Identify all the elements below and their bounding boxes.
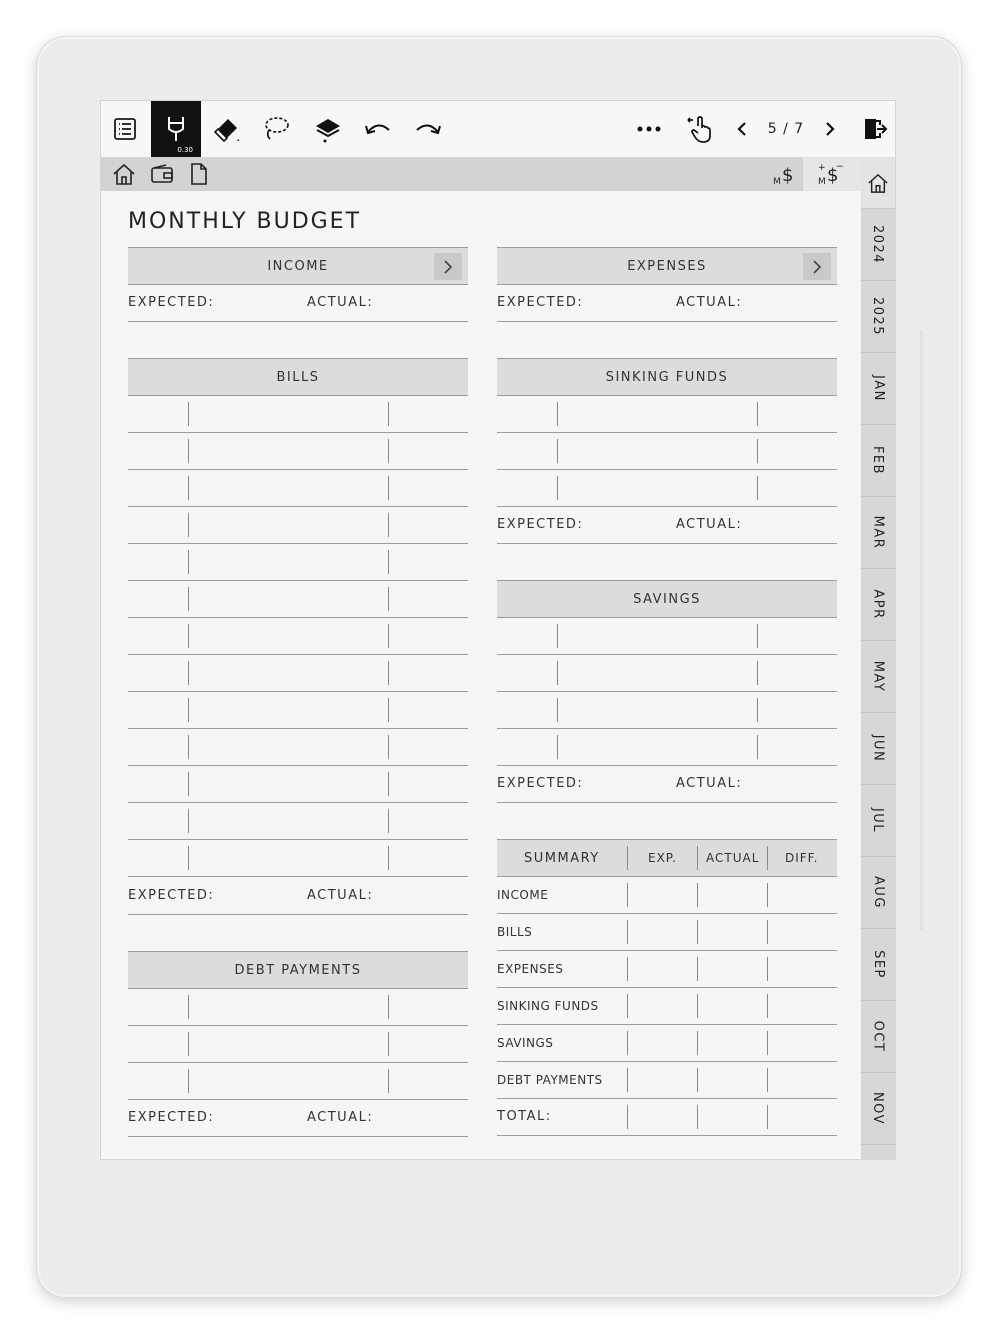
column-divider [188, 772, 189, 796]
column-divider [757, 698, 758, 722]
money-minus-label: − [836, 162, 844, 172]
tab-label: NOV [870, 1091, 886, 1126]
column-divider [697, 1105, 698, 1129]
expected-label: EXPECTED: [128, 888, 215, 903]
column-divider [627, 1105, 628, 1129]
savings-header [497, 580, 837, 618]
summary-row-label: BILLS [497, 925, 533, 939]
column-divider [388, 513, 389, 537]
top-toolbar [101, 101, 896, 157]
tab-apr[interactable] [861, 569, 895, 641]
summary-row-label: SINKING FUNDS [497, 999, 599, 1013]
bills-label: BILLS [276, 369, 320, 385]
tab-nov[interactable] [861, 1073, 895, 1145]
bills-row[interactable] [128, 433, 468, 470]
undo-icon[interactable] [353, 101, 403, 157]
sinking-fund-row[interactable] [497, 433, 837, 470]
savings-row[interactable] [497, 729, 837, 766]
column-divider [188, 995, 189, 1019]
menu-list-icon[interactable] [101, 101, 149, 157]
summary-row-label: SAVINGS [497, 1036, 554, 1050]
tab-label: OCT [870, 1020, 886, 1053]
column-divider [557, 476, 558, 500]
column-divider [627, 883, 628, 907]
column-divider [767, 994, 768, 1018]
expenses-header [497, 247, 837, 285]
summary-row[interactable] [497, 951, 837, 988]
sinking-fund-row[interactable] [497, 470, 837, 507]
summary-row-label: INCOME [497, 888, 549, 902]
income-expected-row[interactable] [128, 285, 468, 322]
column-divider [388, 587, 389, 611]
column-divider [188, 513, 189, 537]
tab-jun[interactable] [861, 713, 895, 785]
column-divider [188, 402, 189, 426]
expected-label: EXPECTED: [497, 295, 584, 310]
column-divider [757, 439, 758, 463]
tab-label: JUL [870, 807, 886, 834]
lasso-icon[interactable] [251, 101, 301, 157]
bills-row[interactable] [128, 766, 468, 803]
savings-row[interactable] [497, 655, 837, 692]
summary-col-diff: DIFF. [785, 851, 819, 865]
column-divider [388, 846, 389, 870]
column-divider [388, 439, 389, 463]
column-divider [557, 402, 558, 426]
device-edge-line [920, 330, 923, 930]
column-divider [188, 846, 189, 870]
bills-expected-row[interactable] [128, 878, 468, 915]
summary-divider [697, 846, 698, 870]
column-divider [388, 735, 389, 759]
pen-icon[interactable] [151, 101, 201, 157]
summary-row-label: TOTAL: [497, 1109, 552, 1124]
column-divider [627, 994, 628, 1018]
summary-divider [767, 846, 768, 870]
chevron-right-icon [812, 259, 822, 275]
debt-payment-row[interactable] [128, 1063, 468, 1100]
column-divider [388, 1069, 389, 1093]
column-divider [627, 1068, 628, 1092]
more-icon[interactable] [629, 101, 669, 157]
monthly-dollar-icon[interactable] [767, 157, 803, 191]
layers-icon[interactable] [303, 101, 353, 157]
column-divider [557, 698, 558, 722]
actual-label: ACTUAL: [307, 888, 374, 903]
column-divider [757, 661, 758, 685]
column-divider [188, 587, 189, 611]
column-divider [697, 920, 698, 944]
money-m-label: M [773, 177, 781, 187]
tab-label: APR [870, 589, 886, 620]
tab-label: 2024 [870, 224, 886, 265]
savings-expected-row[interactable] [497, 766, 837, 803]
tab-home[interactable] [861, 157, 895, 209]
summary-row-label: EXPENSES [497, 962, 564, 976]
column-divider [388, 402, 389, 426]
expected-label: EXPECTED: [128, 295, 215, 310]
summary-row-label: DEBT PAYMENTS [497, 1073, 603, 1087]
tab-label: 2025 [870, 296, 886, 337]
bills-row[interactable] [128, 470, 468, 507]
column-divider [767, 920, 768, 944]
month-tabs [861, 209, 895, 1160]
tab-label: MAY [870, 660, 886, 693]
summary-row[interactable] [497, 1062, 837, 1099]
bills-row[interactable] [128, 803, 468, 840]
home-icon[interactable] [109, 157, 139, 191]
sinking-funds-header [497, 358, 837, 396]
actual-label: ACTUAL: [676, 776, 743, 791]
column-divider [188, 809, 189, 833]
column-divider [627, 1031, 628, 1055]
sinking-expected-row[interactable] [497, 507, 837, 544]
tab-aug[interactable] [861, 857, 895, 929]
column-divider [388, 661, 389, 685]
income-label: INCOME [267, 258, 329, 274]
summary-row[interactable] [497, 988, 837, 1025]
page-indicator: 5 / 7 [767, 121, 805, 137]
column-divider [767, 883, 768, 907]
pen-size-label: 0.30 [177, 146, 193, 154]
bills-row[interactable] [128, 396, 468, 433]
column-divider [557, 624, 558, 648]
column-divider [388, 809, 389, 833]
bills-header [128, 358, 468, 396]
sinking-funds-label: SINKING FUNDS [605, 369, 729, 385]
money-dollar-label: $ [782, 165, 794, 186]
column-divider [188, 476, 189, 500]
tab-label: AUG [870, 876, 886, 909]
column-divider [188, 624, 189, 648]
column-divider [388, 550, 389, 574]
summary-divider [627, 846, 628, 870]
column-divider [188, 735, 189, 759]
tab-feb[interactable] [861, 425, 895, 497]
column-divider [757, 735, 758, 759]
summary-col-exp: EXP. [648, 851, 677, 865]
home-tab-icon [867, 173, 889, 193]
tab-label: JAN [870, 375, 886, 402]
summary-header [497, 839, 837, 877]
monthly-plus-minus-dollar-icon[interactable] [803, 157, 861, 191]
column-divider [697, 994, 698, 1018]
column-divider [697, 1031, 698, 1055]
column-divider [757, 624, 758, 648]
column-divider [627, 957, 628, 981]
actual-label: ACTUAL: [307, 295, 374, 310]
income-arrow-button[interactable] [434, 253, 462, 280]
column-divider [697, 957, 698, 981]
actual-label: ACTUAL: [307, 1110, 374, 1125]
expected-label: EXPECTED: [497, 776, 584, 791]
tab-label: MAR [870, 515, 886, 550]
tab-2025[interactable] [861, 281, 895, 353]
debt-payment-row[interactable] [128, 1026, 468, 1063]
column-divider [767, 1068, 768, 1092]
column-divider [557, 735, 558, 759]
column-divider [767, 957, 768, 981]
column-divider [697, 883, 698, 907]
redo-icon[interactable] [403, 101, 453, 157]
summary-row[interactable] [497, 1099, 837, 1136]
column-divider [767, 1031, 768, 1055]
column-divider [388, 1032, 389, 1056]
money-dollar2-label: $ [827, 165, 839, 186]
column-divider [757, 402, 758, 426]
page-icon[interactable] [185, 157, 213, 191]
tab-2024[interactable] [861, 209, 895, 281]
bills-row[interactable] [128, 618, 468, 655]
tab-jul[interactable] [861, 785, 895, 857]
expected-label: EXPECTED: [497, 517, 584, 532]
chevron-right-icon [443, 259, 453, 275]
column-divider [188, 550, 189, 574]
bills-row[interactable] [128, 581, 468, 618]
savings-row[interactable] [497, 618, 837, 655]
swipe-gesture-icon[interactable] [679, 101, 719, 157]
eraser-icon[interactable] [203, 101, 251, 157]
expenses-label: EXPENSES [627, 258, 707, 274]
bills-row[interactable] [128, 692, 468, 729]
expenses-expected-row[interactable] [497, 285, 837, 322]
column-divider [188, 661, 189, 685]
savings-label: SAVINGS [633, 591, 701, 607]
page-title: MONTHLY BUDGET [128, 209, 362, 234]
column-divider [388, 698, 389, 722]
summary-row[interactable] [497, 914, 837, 951]
column-divider [388, 476, 389, 500]
debt-payments-header [128, 951, 468, 989]
column-divider [188, 1032, 189, 1056]
sinking-fund-row[interactable] [497, 396, 837, 433]
bills-row[interactable] [128, 840, 468, 877]
summary-row[interactable] [497, 877, 837, 914]
debt-payments-label: DEBT PAYMENTS [234, 962, 362, 978]
exit-icon[interactable] [853, 101, 896, 157]
actual-label: ACTUAL: [676, 295, 743, 310]
wallet-icon[interactable] [147, 157, 177, 191]
bills-row[interactable] [128, 729, 468, 766]
tab-label: FEB [870, 445, 886, 476]
bills-row[interactable] [128, 544, 468, 581]
column-divider [627, 920, 628, 944]
tab-oct[interactable] [861, 1001, 895, 1073]
prev-page-icon[interactable] [727, 101, 757, 157]
actual-label: ACTUAL: [676, 517, 743, 532]
debt-payment-row[interactable] [128, 989, 468, 1026]
summary-row[interactable] [497, 1025, 837, 1062]
summary-col-actual: ACTUAL [706, 851, 760, 865]
expected-label: EXPECTED: [128, 1110, 215, 1125]
tab-label: JUN [870, 734, 886, 763]
column-divider [697, 1068, 698, 1092]
tab-mar[interactable] [861, 497, 895, 569]
bills-row[interactable] [128, 655, 468, 692]
tab-jan[interactable] [861, 353, 895, 425]
column-divider [188, 439, 189, 463]
bills-row[interactable] [128, 507, 468, 544]
tab-sep[interactable] [861, 929, 895, 1001]
tab-may[interactable] [861, 641, 895, 713]
tab-label: SEP [870, 950, 886, 979]
column-divider [767, 1105, 768, 1129]
column-divider [188, 698, 189, 722]
column-divider [388, 995, 389, 1019]
column-divider [388, 772, 389, 796]
next-page-icon[interactable] [815, 101, 845, 157]
column-divider [188, 1069, 189, 1093]
money-plus-label: + [818, 163, 826, 173]
savings-row[interactable] [497, 692, 837, 729]
column-divider [757, 476, 758, 500]
navigation-bar [101, 157, 896, 191]
column-divider [557, 439, 558, 463]
column-divider [388, 624, 389, 648]
screen [100, 100, 896, 1160]
expenses-arrow-button[interactable] [803, 253, 831, 280]
money-m2-label: M [818, 177, 826, 187]
summary-label: SUMMARY [524, 851, 600, 866]
income-header [128, 247, 468, 285]
column-divider [557, 661, 558, 685]
debt-expected-row[interactable] [128, 1100, 468, 1137]
